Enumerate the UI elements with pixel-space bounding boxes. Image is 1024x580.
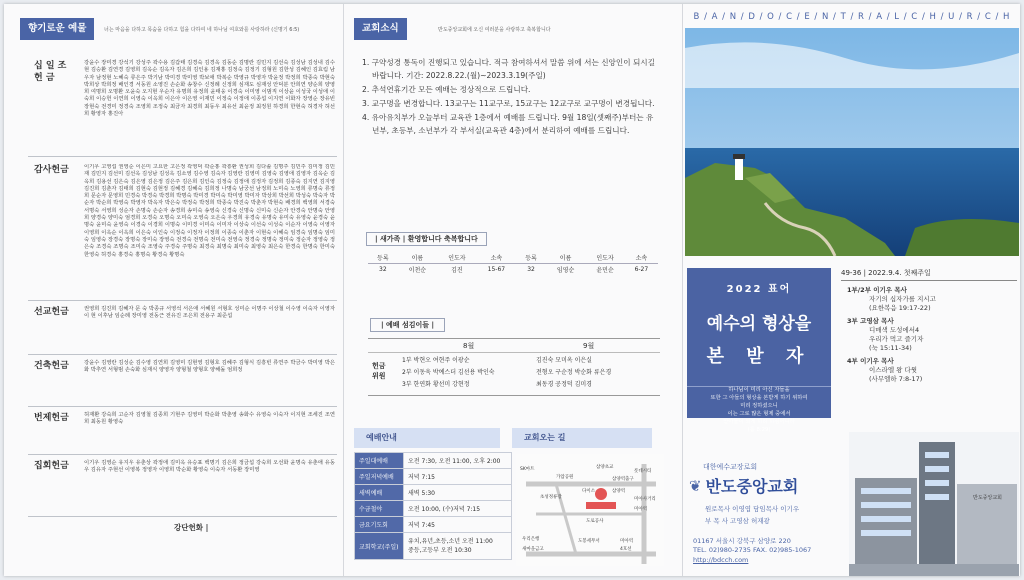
service-time: 새벽 5:30 — [404, 485, 512, 501]
sermon-title: 우리가 먹고 즐기자 — [869, 335, 924, 343]
church-name: 반도중앙교회 — [705, 477, 799, 496]
issue-line: 49-36 | 2022.9.4. 첫째주일 — [841, 268, 1017, 281]
offerings-verse: 너는 마음을 다하고 목숨을 다하고 힘을 다하여 네 하나님 여호와를 사랑하라 (신명기 6:5) — [104, 27, 300, 33]
offering-row — [34, 306, 335, 346]
table-row — [355, 517, 512, 533]
divider — [28, 454, 337, 455]
map-labels — [516, 454, 664, 566]
offering-row — [34, 360, 335, 400]
offering-row — [34, 164, 335, 294]
cover-panel — [683, 4, 1020, 576]
servers-table — [368, 338, 660, 396]
offering-category: 번제헌금 — [34, 413, 69, 423]
sermon-scripture: (사무엘하 7:8-17) — [869, 375, 923, 383]
table-row — [355, 469, 512, 485]
motto-line-1: 예수의 형상을 — [706, 314, 812, 334]
map-title: 교회오는 길 — [524, 433, 566, 442]
notice-item: 2. 추석연휴기간 모든 예배는 정상적으로 드립니다. — [362, 85, 531, 94]
table-row — [355, 533, 512, 560]
offering-category: 집회헌금 — [34, 461, 69, 471]
map-label: 4호선 — [620, 547, 632, 552]
service-time: 저녁 7:45 — [404, 517, 512, 533]
column-header: 등록 — [377, 255, 389, 262]
assoc-pastor-line: 부 목 사 고영삼 허재광 — [705, 517, 770, 525]
table-cell: 32 — [527, 266, 535, 273]
servers-label: 헌금 위원 — [372, 362, 386, 380]
list-item: 최동경 공정덕 김미경 — [536, 381, 592, 388]
divider — [28, 354, 337, 355]
column-header: 인도자 — [448, 255, 466, 262]
service-time: 유치,유년,초등,소년 오전 11:00 중등,고등부 오전 10:30 — [404, 533, 512, 560]
sermon-scripture: (요한복음 19:17-22) — [869, 304, 931, 312]
sermon-title: 자기의 십자가를 지시고 — [869, 295, 936, 303]
column-header: 등록 — [525, 255, 537, 262]
church-phone: TEL. 02)980-2735 FAX. 02)985-1067 — [693, 546, 812, 554]
worship-title: 4부 이기우 목사 — [847, 357, 894, 365]
table-cell: 이천순 — [408, 267, 427, 274]
news-header: 교회소식 — [354, 18, 407, 40]
service-title: 예배안내 — [366, 433, 397, 442]
servers-sep — [536, 355, 611, 391]
map-label: 도로공사 — [586, 519, 604, 524]
service-time: 저녁 7:15 — [404, 469, 512, 485]
worship-title: 1부/2부 이기우 목사 — [847, 286, 907, 294]
service-name: 수금철야 — [355, 501, 404, 517]
offerings-header: 향기로운 예물 — [20, 18, 94, 40]
column-header: 이름 — [411, 255, 424, 262]
notice-item: 3. 교구명을 변경합니다. 13교구는 11교구로, 15교구는 12교구로 교구명이 변경됩니다. — [362, 99, 655, 108]
service-name: 주일대예배 — [355, 453, 404, 469]
church-logo — [689, 474, 798, 497]
column-header: 9월 — [583, 342, 595, 350]
denomination: 대한예수교장로회 — [703, 463, 758, 471]
offerings-panel — [4, 4, 343, 576]
table-cell: 윤민순 — [596, 267, 614, 274]
table-cell: 임영순 — [556, 267, 575, 274]
offering-row — [34, 460, 335, 500]
offering-names: 강윤수 김영란 김성순 김수영 김연희 김영미 김현영 김형호 김혜주 김형식 김흥빈 류연주 박금수 박미영 박은화 박추연 서형범 손숙화 심재식 양영자 양형철 양형호 양해돌 엄희정 — [84, 360, 335, 374]
news-welcome: 반도중앙교회에 오신 여러분을 사랑하고 축복합니다 — [438, 27, 551, 33]
offering-category: 선교헌금 — [34, 307, 69, 317]
service-name: 주일저녁예배 — [355, 469, 404, 485]
divider — [28, 300, 337, 301]
map-label: 미아사거리 — [634, 497, 656, 502]
column-header: 소속 — [490, 255, 503, 262]
building-sign: 반도중앙교회 — [973, 495, 1002, 501]
offering-names: 강윤수 장미경 강석기 강성주 곽수용 김갑태 김경숙 김경옥 김동순 김명란 김민지 김선숙 김성남 김성내 김수현 김승환 김연경 김영희 김옥순 김옥자 김은희 김인용 김재홍 김정숙 김정기 김형원 김한성 김혜인 김효림 남우자 남정현 노혜숙 류은주 박기남 박미경 박미영 박보애 박복순 박영규 박영자 박윤정 박정희 박종숙 박현숙 박희상 박희정 배인경 서동원 소영진 손순화 송창수 신정례 신정희 심재도 심재성 안덕분 안희연 양순희 양영희 여명희 오명환 오윤숙 오지현 우순자 유명희 유정희 윤태웅 이경숙 이미영 이범직 이상윤 이성국 이성애 이숙희 이승헌 이연희 이영숙 이옥희 이은아 이은영 이재민 이정숙 이정애 이종섭 이지연 이화자 장영순 장유빈 장현숙 전경미 정경숙 조영희 조정숙 최금자 최경희 최동우 최유선 최윤정 최정원 하경희 한현숙 허경자 허선희 황영자 홍진아 — [84, 60, 335, 118]
offering-names: 이기우 고영섭 권영순 이은미 고요한 고은정 곽영덕 곽순홍 곽흥환 권성희 김다솔 김명주 김민주 김미정 김민재 김민지 김선미 김선옥 김성남 김성옥 김소영 김수영 김숙자 김영란 김영미 김영숙 김영애 김영자 김옥순 김옥희 김용선 김은숙 김은영 김은정 김은주 김은희 김인숙 김정숙 김정애 김정자 김정희 김종숙 김지연 김지영 김진희 김춘자 김태희 김현숙 김현정 김혜경 김혜숙 김희정 나명숙 남궁선 남정희 노미숙 노영희 류명숙 류정희 문순자 문영희 민경숙 박경숙 박경희 박명숙 박미경 박미숙 박미영 박미자 박상희 박선희 박성숙 박숙자 박순자 박순희 박영숙 박영자 박옥자 박은숙 박정숙 박정희 박종숙 박진숙 박춘자 박현숙 배경희 백영희 서경숙 서명숙 서영희 성순자 손명숙 손순자 송경희 송미숙 송영숙 신경숙 신명숙 신미숙 신순자 안경숙 안명숙 안영희 양경숙 양미숙 엄경희 오경숙 오명숙 오미숙 오영숙 오은숙 우경희 유경숙 유명숙 유미숙 유영숙 윤경숙 윤명숙 윤미숙 윤영숙 이경숙 이경희 이명숙 이미경 이미숙 이미자 이상숙 이선숙 이성숙 이순자 이영숙 이영자 이영희 이옥순 이옥희 이은숙 이인숙 이정숙 이정자 이정희 이종숙 이춘자 이현숙 이혜숙 임경숙 임명숙 임미숙 임영숙 장경숙 장명숙 장미숙 장영숙 전경숙 전명숙 전미숙 전영숙 정경숙 정명숙 정미숙 정순자 정영숙 정은숙 조경숙 조명숙 조미숙 조영숙 주경숙 주명숙 최경숙 최명숙 최미숙 최영숙 최은숙 한경숙 한명숙 한미숙 한영숙 허경숙 홍경숙 홍명숙 황경숙 황명숙 — [84, 164, 335, 258]
service-name: 금요기도회 — [355, 517, 404, 533]
table-cell: 김진 — [451, 267, 463, 274]
service-title-bar — [354, 428, 500, 448]
offering-category: 감사헌금 — [34, 165, 69, 175]
service-times-table — [354, 452, 512, 560]
map-label: SK마트 — [520, 467, 535, 472]
column-header: 8월 — [463, 342, 475, 350]
map-label: 삼양역출구 — [612, 477, 634, 482]
map-label: 삼양초교 — [596, 465, 614, 470]
list-item: 1부 박현오 여현주 이광순 — [402, 357, 470, 364]
table-row — [355, 501, 512, 517]
table-header — [368, 252, 658, 264]
offering-category: 십 일 조 헌 금 — [34, 61, 67, 83]
church-website-link[interactable]: http://bdcch.com — [693, 556, 749, 564]
divider — [28, 156, 337, 157]
sermon-title: 이스라엘 왕 다윗 — [869, 366, 918, 374]
table-cell: 32 — [379, 266, 387, 273]
service-name: 교회학교(주일) — [355, 533, 404, 560]
table-cell: 15-67 — [487, 266, 506, 273]
table-cell: 6-27 — [634, 266, 649, 273]
table-row — [368, 264, 658, 276]
column-header: 소속 — [635, 255, 648, 262]
service-time: 오전 10:00, (수)저녁 7:15 — [404, 501, 512, 517]
lighthouse-icon — [735, 158, 743, 180]
column-header: 인도자 — [596, 255, 614, 262]
map-label: 미아역 — [620, 539, 634, 544]
altar-flowers-label: 강단헌화 | — [174, 523, 209, 532]
map-label: 도봉세무서 — [578, 539, 600, 544]
column-header: 이름 — [559, 255, 572, 262]
map-label: 삼양역 — [612, 489, 626, 494]
offering-row — [34, 412, 335, 442]
worship-title: 3부 고영삼 목사 — [847, 317, 894, 325]
church-address: 01167 서울시 강북구 삼양로 220 — [693, 537, 791, 545]
list-item: 김진숙 모미옥 이은실 — [536, 357, 592, 364]
sermon-scripture: (눅 15:11-34) — [869, 344, 912, 352]
notice-item: 1. 구약성경 통독이 진행되고 있습니다. 적극 참여하셔서 말씀 위에 서는 신앙인이 되시길 바랍니다. 기간: 2022.8.22.(월)~2023.3.19(주일) — [362, 58, 655, 80]
map-label: 미아역 — [634, 507, 648, 512]
newcomers-table — [368, 252, 658, 275]
motto-year: 2022 표어 — [726, 284, 792, 295]
worship-schedule — [847, 286, 1015, 384]
cover-photo — [685, 28, 1019, 256]
motto-verse: 하나님이 미리 아신 자들을 또한 그 아들의 형상을 본받게 하기 위하여 미리 정하셨으니 이는 그로 많은 형제 중에서 맏아들이 되게 하려 하심이니라 (롬 8:29) — [710, 387, 808, 433]
map-label: 다이소 — [582, 489, 596, 494]
map-label: 롯데시티 — [634, 469, 652, 474]
list-item: 2부 이동욱 박예스더 김선용 박인숙 — [402, 369, 495, 376]
divider — [28, 516, 337, 517]
news-panel — [344, 4, 682, 576]
table-row — [355, 453, 512, 469]
church-building-image — [849, 432, 1019, 576]
offering-category: 건축헌금 — [34, 361, 69, 371]
servers-aug — [402, 355, 495, 391]
table-row — [355, 485, 512, 501]
divider — [368, 352, 660, 353]
map-label: 새마을금고 — [522, 547, 544, 552]
newcomers-title: | 새가족 | 환영합니다 축복합니다 — [366, 232, 487, 246]
list-item: 3부 한연화 황선미 강현정 — [402, 381, 470, 388]
map-title-bar — [512, 428, 652, 448]
church-letters: B / A / N / D / O / C / E / N / T / R / A / L / C / H / U / R / C / H — [693, 12, 1011, 22]
service-name: 새벽예배 — [355, 485, 404, 501]
offering-names: 허재환 강숙희 고순자 김영철 김종희 기현주 김영미 박순화 박춘영 송화수 유영숙 이숙자 이지현 조세진 조연희 최동원 황영숙 — [84, 412, 335, 426]
map-label: 가압공원 — [556, 475, 574, 480]
service-time: 오전 7:30, 오전 11:00, 오후 2:00 — [404, 453, 512, 469]
servers-title: | 예배 섬김이들 | — [370, 318, 445, 332]
map-label: 초성정류장 — [540, 495, 562, 500]
motto-line-2: 본 받 자 — [706, 346, 812, 367]
notice-list — [362, 56, 660, 138]
offering-row — [34, 60, 335, 152]
church-emblem-icon: ❦ — [689, 476, 702, 495]
sermon-title: 디매색 도성에서4 — [869, 326, 920, 334]
list-item: 전형오 구순정 박순화 류은경 — [536, 369, 612, 376]
offering-names: 권영희 김진희 김혜자 문 숙 박종규 서영석 서은애 서혜원 서형호 성미순 이명주 이상철 이수영 이숙자 이영자 이 현 이후남 임순례 장미영 전동근 전유진 조은희 전용구 최준섭 — [84, 306, 335, 320]
notice-item: 4. 유아유치부가 오늘부터 교육관 1층에서 예배를 드립니다. 9월 18일(셋째주)부터는 유년부, 초등부, 소년부가 각 부서실(교육관 4층)에서 분리하여 예배를 드립니다. — [362, 113, 654, 135]
divider — [28, 406, 337, 407]
offering-names: 이기우 김영순 유지우 유춘상 곽정애 김미옥 유승표 백명기 김은희 정금섭 강숙희 오선화 윤명숙 유춘애 유동우 김유자 주현선 이영복 정영자 이영희 박순화 황영숙 이숙자 서동환 장미영 — [84, 460, 335, 474]
map-label: 우리은행 — [522, 537, 540, 542]
pastor-line: 원로목사 이영엽 담임목사 이기우 — [705, 505, 800, 513]
